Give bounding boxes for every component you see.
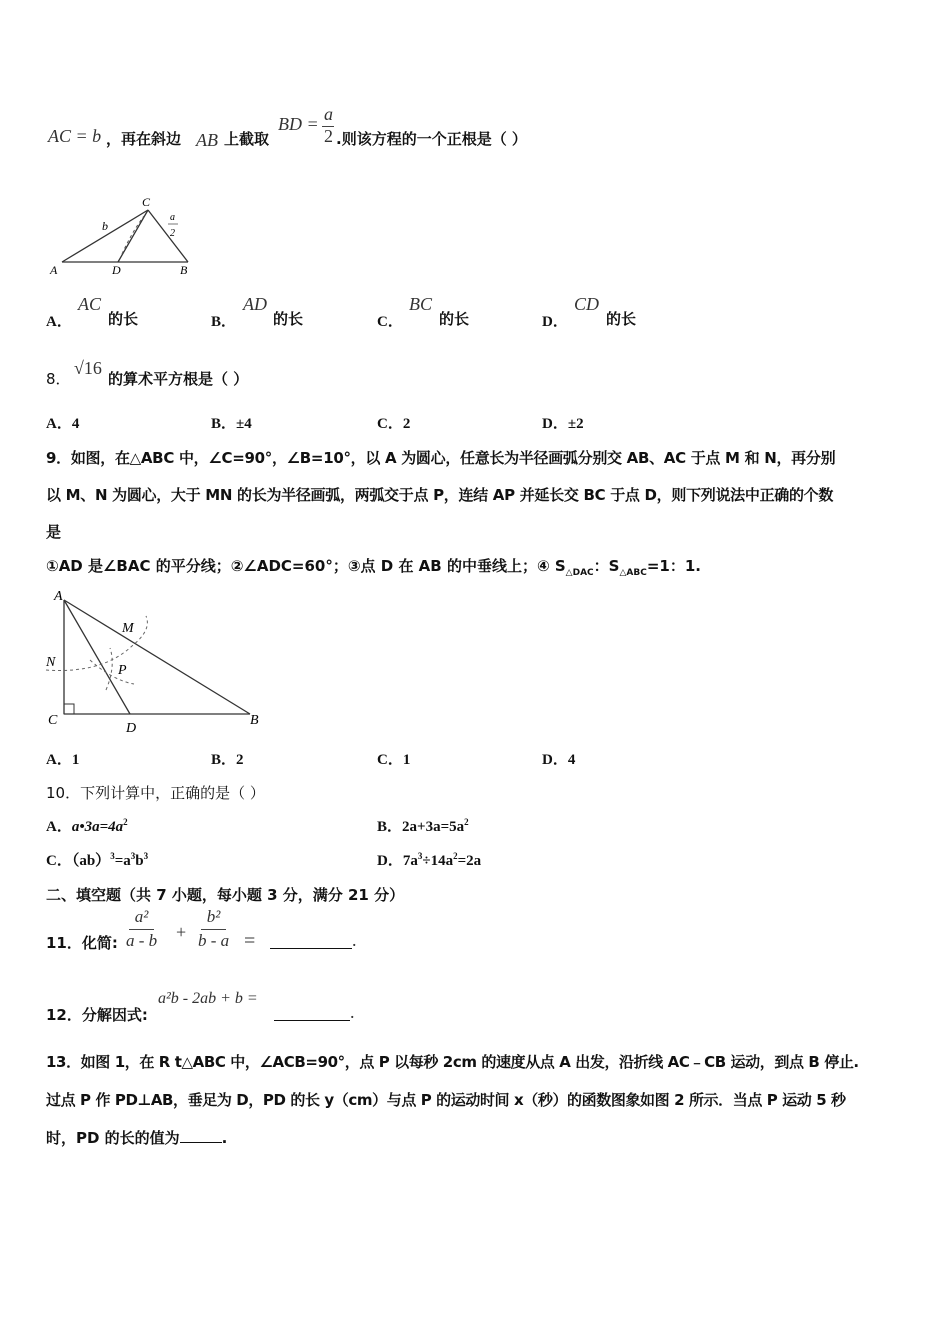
q8-option-a[interactable] <box>46 412 79 433</box>
q7-label-a-num: a <box>170 212 175 223</box>
option-expr: $(ab)^3=a^3b^3$ <box>71 851 149 869</box>
q8-radical: √16 <box>74 358 102 378</box>
q12-label: 12．分解因式: <box>46 1006 148 1024</box>
q13-answer-blank[interactable] <box>180 1130 222 1143</box>
q8-option-b[interactable] <box>211 412 252 433</box>
q7-triangle-figure <box>44 192 204 282</box>
option-value: 2 <box>402 416 411 432</box>
option-math: AC <box>78 294 102 314</box>
q9-option-b[interactable] <box>211 748 244 769</box>
option-suffix: 的长 <box>273 310 304 328</box>
q7-text3: .则该方程的一个正根是（ ） <box>336 130 527 148</box>
q11-frac2-den: b - a <box>198 930 230 950</box>
q10-option-b[interactable] <box>377 815 469 836</box>
q7-label-2-den: 2 <box>170 228 175 239</box>
q7-label-b: B <box>180 263 188 277</box>
q7-ac-eq-b: AC = b <box>48 126 102 146</box>
option-letter: D． <box>542 314 568 330</box>
q8-number: 8． <box>46 370 71 388</box>
option-letter: A． <box>46 752 72 768</box>
q11-equals: = <box>244 930 256 952</box>
option-letter: D． <box>542 416 568 432</box>
option-suffix: 的长 <box>606 310 637 328</box>
option-letter: C． <box>46 853 72 869</box>
q11-frac1-num: a² <box>129 908 155 930</box>
q13-line3 <box>46 1127 227 1148</box>
q9-sub-abc: △ABC <box>619 568 647 578</box>
option-suffix: 的长 <box>108 310 139 328</box>
option-letter: C． <box>377 416 403 432</box>
q10-stem: 10．下列计算中，正确的是（ ） <box>46 784 265 802</box>
q9-label-d: D <box>126 721 137 736</box>
q7-label-b-side: b <box>102 219 108 233</box>
option-value: 1 <box>71 752 80 768</box>
q13-line3-prefix: 时，PD 的长的值为 <box>46 1129 180 1147</box>
option-letter: B． <box>211 416 237 432</box>
option-value: 4 <box>71 416 80 432</box>
q8-text: 的算术平方根是（ ） <box>108 370 249 388</box>
q9-label-m: M <box>122 621 134 636</box>
q11-label: 11．化简: <box>46 934 118 952</box>
q11-plus: + <box>176 922 187 942</box>
option-letter: B． <box>211 752 237 768</box>
option-expr: $2a+3a=5a^2$ <box>402 817 469 835</box>
q8-option-c[interactable] <box>377 412 410 433</box>
q7-frac-den: 2 <box>324 126 333 146</box>
q9-statements-b: ：S <box>593 557 620 575</box>
q11-frac2-num: b² <box>201 908 227 930</box>
option-letter: A． <box>46 416 72 432</box>
option-math: CD <box>574 294 600 314</box>
option-value: ±4 <box>236 416 252 432</box>
option-value: 4 <box>567 752 576 768</box>
q9-stem-line1: 9．如图，在△ABC 中，∠C=90°，∠B=10°，以 A 为圆心，任意长为半径画弧分别交 AB、AC 于点 M 和 N，再分别 <box>46 449 836 467</box>
q10-option-a[interactable] <box>46 815 128 836</box>
option-letter: C． <box>377 752 403 768</box>
q10-option-d[interactable] <box>377 849 481 870</box>
q7-frac-num: a <box>324 104 333 124</box>
option-value: ±2 <box>567 416 584 432</box>
q9-option-d[interactable] <box>542 748 575 769</box>
q9-triangle-figure <box>42 586 272 736</box>
q11-frac1 <box>120 908 163 950</box>
option-expr: $a•3a=4a^2$ <box>71 817 128 835</box>
q9-label-p: P <box>118 663 127 678</box>
q11-frac1-den: a - b <box>126 930 158 950</box>
option-math: AD <box>243 294 267 314</box>
option-letter: D． <box>377 853 403 869</box>
option-letter: B． <box>377 819 403 835</box>
q7-text1: ，再在斜边 <box>106 130 182 148</box>
q7-label-d: D <box>112 263 121 277</box>
q9-label-c: C <box>48 713 58 728</box>
q9-label-a: A <box>54 589 63 604</box>
option-letter: C． <box>377 314 403 330</box>
q7-label-a: A <box>50 263 58 277</box>
q7-bd: BD = <box>278 114 319 134</box>
q12-answer-blank[interactable] <box>274 1008 350 1021</box>
option-letter: A． <box>46 314 72 330</box>
q9-statements <box>46 555 701 578</box>
q11-frac2 <box>192 908 235 950</box>
q9-option-c[interactable] <box>377 748 410 769</box>
q7-ab: AB <box>196 130 218 150</box>
q9-statements-c: =1：1. <box>646 557 701 575</box>
q11-end: . <box>352 930 357 950</box>
q13-line1: 13．如图 1，在 R t△ABC 中，∠ACB=90°，点 P 以每秒 2cm 的速度从点 A 出发，沿折线 AC﹣CB 运动，到点 B 停止. <box>46 1053 859 1071</box>
option-expr: $7a^3\div 14a^2=2a$ <box>402 851 482 869</box>
q11-answer-blank[interactable] <box>270 936 352 949</box>
option-letter: B． <box>211 314 237 330</box>
q7-label-c: C <box>142 195 151 209</box>
q9-stem-line2: 以 M、N 为圆心，大于 MN 的长为半径画弧，两弧交于点 P，连结 AP 并延长交 BC 于点 D，则下列说法中正确的个数 <box>46 486 834 504</box>
q12-expr: a²b - 2ab + b = <box>158 990 258 1007</box>
q10-option-c[interactable] <box>46 849 148 870</box>
option-math: BC <box>409 294 433 314</box>
q13-line3-suffix: . <box>221 1129 228 1147</box>
option-suffix: 的长 <box>439 310 470 328</box>
option-value: 1 <box>402 752 411 768</box>
q12-end: . <box>350 1002 355 1022</box>
q9-label-b: B <box>250 713 259 728</box>
option-letter: D． <box>542 752 568 768</box>
q9-stem-line3: 是 <box>46 523 62 541</box>
section2-heading: 二、填空题（共 7 小题，每小题 3 分，满分 21 分） <box>46 886 405 904</box>
q9-sub-dac: △DAC <box>565 568 594 578</box>
q8-option-d[interactable] <box>542 412 584 433</box>
q7-text2: 上截取 <box>224 130 270 148</box>
option-letter: A． <box>46 819 72 835</box>
q13-line2: 过点 P 作 PD⊥AB，垂足为 D，PD 的长 y（cm）与点 P 的运动时间 x（秒）的函数图象如图 2 所示．当点 P 运动 5 秒 <box>46 1091 846 1109</box>
q9-statements-a: ①AD 是∠BAC 的平分线；②∠ADC=60°；③点 D 在 AB 的中垂线上；④ S <box>46 557 566 575</box>
q9-option-a[interactable] <box>46 748 79 769</box>
option-value: 2 <box>236 752 244 768</box>
q9-label-n: N <box>46 655 56 670</box>
